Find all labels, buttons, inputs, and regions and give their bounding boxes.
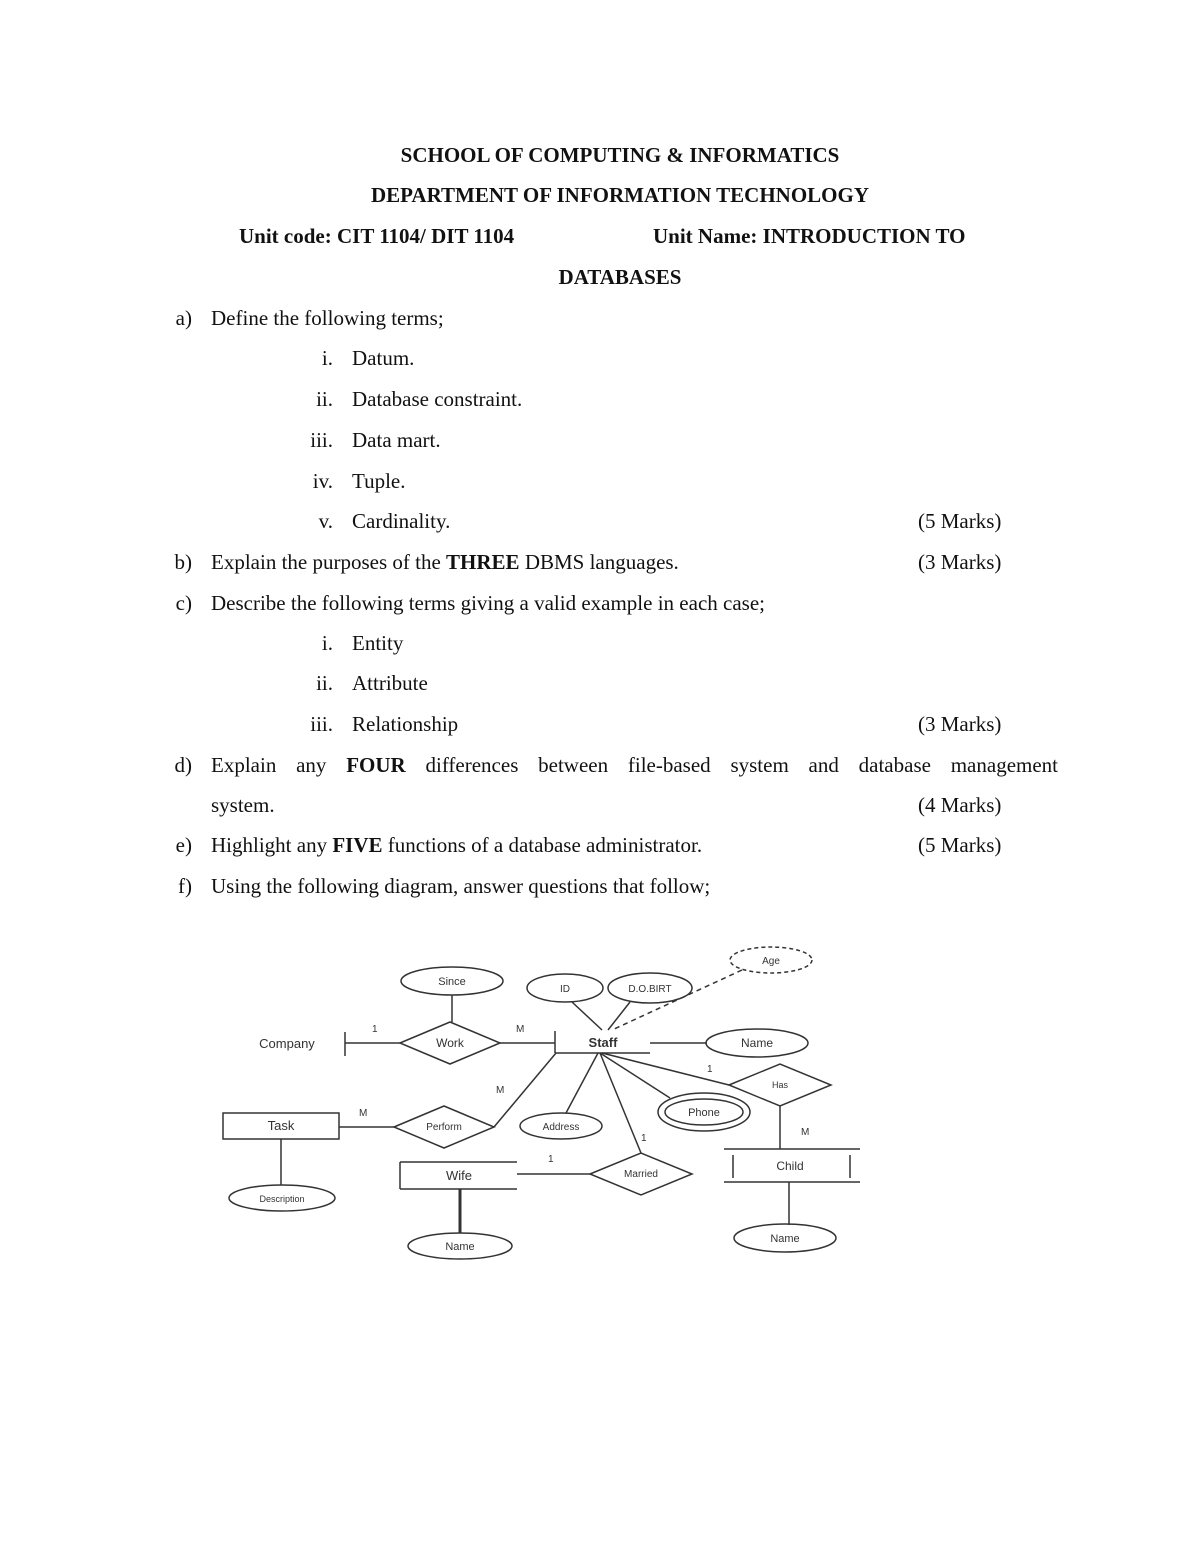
question-a-item: Database constraint. (352, 387, 523, 411)
question-c-text: Describe the following terms giving a valid example in each case; (211, 591, 765, 615)
question-c-item-num: ii. (316, 671, 333, 695)
address-attribute-label: Address (542, 1122, 580, 1133)
school-title: SCHOOL OF COMPUTING & INFORMATICS (400, 143, 840, 167)
question-a-item: Datum. (352, 346, 415, 370)
age-attribute-label: Age (762, 956, 780, 967)
department-title: DEPARTMENT OF INFORMATION TECHNOLOGY (370, 183, 870, 207)
question-c-label: c) (175, 591, 192, 615)
unit-code: Unit code: CIT 1104/ DIT 1104 (239, 224, 515, 248)
cardinality-wife-married: 1 (548, 1154, 554, 1165)
id-attribute-label: ID (560, 984, 570, 995)
question-c-marks: (3 Marks) (918, 712, 1002, 736)
staff-address-line (566, 1053, 598, 1113)
question-f-label: f) (178, 874, 192, 898)
question-a-item: Tuple. (352, 469, 406, 493)
question-a-item-num: iv. (312, 469, 333, 493)
unit-name: Unit Name: INTRODUCTION TO (653, 224, 966, 248)
work-relationship-label: Work (436, 1036, 464, 1050)
question-a-label: a) (175, 306, 192, 330)
has-relationship-label: Has (771, 1080, 789, 1090)
question-b-marks: (3 Marks) (918, 550, 1002, 574)
cardinality-has-child: M (801, 1127, 810, 1138)
staff-entity-label: Staff (588, 1035, 618, 1050)
question-e-bold: FIVE (332, 833, 383, 857)
child-name-attribute-label: Name (770, 1233, 800, 1245)
question-c-item-num: i. (321, 631, 333, 655)
question-b-post: DBMS languages. (519, 550, 679, 574)
question-b-pre: Explain the purposes of the (211, 550, 447, 574)
question-d-marks: (4 Marks) (918, 793, 1002, 817)
question-d-continued: system. (211, 793, 275, 817)
question-a-marks: (5 Marks) (918, 509, 1002, 533)
question-b-bold: THREE (446, 550, 520, 574)
question-d-label: d) (174, 753, 192, 777)
cardinality-staff-perform: M (496, 1085, 505, 1096)
staff-married-line (600, 1053, 641, 1153)
cardinality-company-work: 1 (372, 1024, 378, 1035)
question-a-text: Define the following terms; (211, 306, 444, 330)
since-attribute-label: Since (438, 976, 466, 988)
description-attribute-label: Description (259, 1194, 305, 1204)
question-a-item: Cardinality. (352, 509, 451, 533)
wife-entity-label: Wife (446, 1168, 472, 1183)
question-b-label: b) (174, 550, 192, 574)
cardinality-staff-married: 1 (641, 1133, 647, 1144)
question-d-post: differences between file-based system and database management (405, 753, 1059, 777)
question-a-item-num: ii. (316, 387, 333, 411)
task-entity-label: Task (267, 1118, 295, 1133)
cardinality-staff-has: 1 (707, 1064, 713, 1075)
cardinality-work-staff: M (516, 1024, 525, 1035)
question-a-item-num: i. (321, 346, 333, 370)
question-e-pre: Highlight any (211, 833, 333, 857)
question-a-item: Data mart. (352, 428, 441, 452)
perform-relationship-label: Perform (426, 1122, 462, 1133)
question-a-item-num: v. (318, 509, 333, 533)
question-c-item-num: iii. (310, 712, 333, 736)
cardinality-task-perform: M (359, 1108, 368, 1119)
question-f-text: Using the following diagram, answer questions that follow; (211, 874, 711, 898)
question-e-marks: (5 Marks) (918, 833, 1002, 857)
dob-attribute-label: D.O.BIRT (628, 984, 672, 995)
company-entity-label: Company (259, 1036, 315, 1051)
question-c-item: Relationship (352, 712, 459, 736)
wife-name-attribute-label: Name (445, 1241, 475, 1253)
married-relationship-label: Married (624, 1169, 658, 1180)
staff-phone-line (600, 1053, 670, 1098)
question-c-item: Attribute (352, 671, 428, 695)
question-d-bold: FOUR (346, 753, 406, 777)
question-d-pre: Explain any (211, 753, 347, 777)
question-e-post: functions of a database administrator. (382, 833, 703, 857)
phone-attribute-label: Phone (688, 1107, 720, 1119)
question-c-item: Entity (352, 631, 404, 655)
unit-name-continued: DATABASES (558, 265, 682, 289)
id-staff-line (572, 1002, 602, 1030)
child-entity-label: Child (776, 1159, 804, 1173)
question-e-label: e) (175, 833, 192, 857)
question-a-item-num: iii. (310, 428, 333, 452)
staff-name-attribute-label: Name (740, 1036, 774, 1050)
dob-staff-line (608, 1002, 630, 1030)
